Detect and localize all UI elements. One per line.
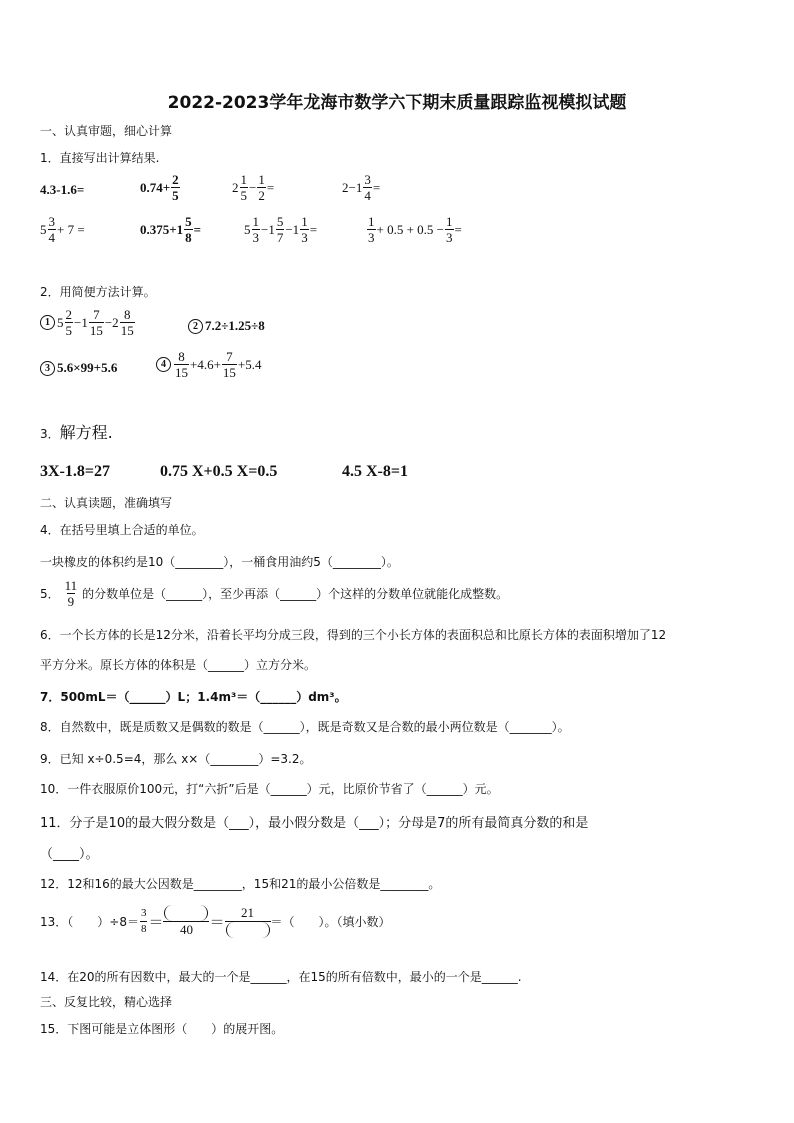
q3-label: 3． 解方程. <box>40 423 113 442</box>
q4-label: 4．在括号里填上合适的单位。 <box>40 523 204 537</box>
q1-item-d: 2−1 $\frac{3}{4}$ = <box>342 172 381 203</box>
q13: 13．（ ）÷8＝ $\frac{3}{8}$ ＝ 40 ＝ 21 ＝（ ）。（填小数） <box>40 905 391 937</box>
q1-item-e: 5 $\frac{3}{4}$ + 7 = <box>40 214 85 245</box>
q6-line-1: 6．一个长方体的长是12分米，沿着长平均分成三段，得到的三个小长方体的表面积总和比原长方体的表面积增加了12 <box>40 628 667 642</box>
q2-item-2: 2 7.2÷1.25÷8 <box>188 318 265 334</box>
q1-item-f: 0.375+1 $\frac{5}{8}$ = <box>140 214 202 245</box>
q10: 10．一件衣服原价100元，打“六折”后是（______）元，比原价节省了（______）元。 <box>40 782 499 796</box>
circled-number-icon: 2 <box>188 319 203 334</box>
page-title: 2022-2023学年龙海市数学六下期末质量跟踪监视模拟试题 <box>167 93 627 113</box>
q1-item-h: $\frac{1}{3}$ + 0.5 + 0.5 − $\frac{1}{3}$ = <box>368 214 462 245</box>
q2-item-4: 4 $\frac{8}{15}$ +4.6+ $\frac{7}{15}$ +5.4 <box>156 349 262 380</box>
section-3-heading: 三、反复比较，精心选择 <box>40 995 173 1009</box>
q11-line-1: 11．分子是10的最大假分数是（___），最小假分数是（___）；分母是7的所有最简真分数的和是 <box>40 816 589 831</box>
q4-text: 一块橡皮的体积约是10（________），一桶食用油约5（________）。 <box>40 555 399 569</box>
blank-fraction-1: 40 <box>163 905 209 938</box>
q15: 15．下图可能是立体图形（ ）的展开图。 <box>40 1022 284 1036</box>
q3-equation-1: 3X-1.8=27 <box>40 463 110 480</box>
q8: 8．自然数中，既是质数又是偶数的数是（______），既是奇数又是合数的最小两位数是（_______）。 <box>40 720 570 734</box>
q6-line-2: 平方分米。原长方体的体积是（______）立方分米。 <box>40 658 317 672</box>
circled-number-icon: 1 <box>40 315 55 330</box>
q5: 5． $\frac{11}{9}$ 的分数单位是（______），至少再添（______）个这样的分数单位就能化成整数。 <box>40 578 509 609</box>
q1-item-b: 0.74+ $\frac{2}{5}$ <box>140 172 179 203</box>
q9: 9．已知 x÷0.5=4，那么 x×（________）=3.2。 <box>40 752 312 766</box>
q2-item-1: 1 5 $\frac{2}{5}$ −1 $\frac{7}{15}$ −2 $\frac{8}{15}$ <box>40 307 136 338</box>
q14: 14．在20的所有因数中，最大的一个是______，在15的所有倍数中，最小的一个是______. <box>40 970 522 984</box>
q3-equation-2: 0.75 X+0.5 X=0.5 <box>160 463 278 480</box>
section-2-heading: 二、认真读题，准确填写 <box>40 496 173 510</box>
q12: 12．12和16的最大公因数是________，15和21的最小公倍数是________。 <box>40 877 441 891</box>
circled-number-icon: 4 <box>156 357 171 372</box>
blank-fraction-2: 21 <box>225 905 271 938</box>
q1-item-g: 5 $\frac{1}{3}$ −1 $\frac{5}{7}$ −1 $\frac{1}{3}$ = <box>244 214 318 245</box>
q1-item-a: 4.3-1.6= <box>40 182 85 197</box>
q1-item-c: 2 $\frac{1}{5}$ − $\frac{1}{2}$ = <box>232 172 275 203</box>
q1-label: 1．直接写出计算结果. <box>40 151 160 165</box>
q3-equation-3: 4.5 X-8=1 <box>342 463 408 480</box>
q2-label: 2．用简便方法计算。 <box>40 285 156 299</box>
circled-number-icon: 3 <box>40 361 55 376</box>
q7: 7．500mL＝（______）L；1.4m³＝（______）dm³。 <box>40 690 347 704</box>
q2-item-3: 3 5.6×99+5.6 <box>40 360 117 376</box>
q11-line-2: （____）。 <box>40 847 99 862</box>
section-1-heading: 一、认真审题，细心计算 <box>40 124 173 138</box>
